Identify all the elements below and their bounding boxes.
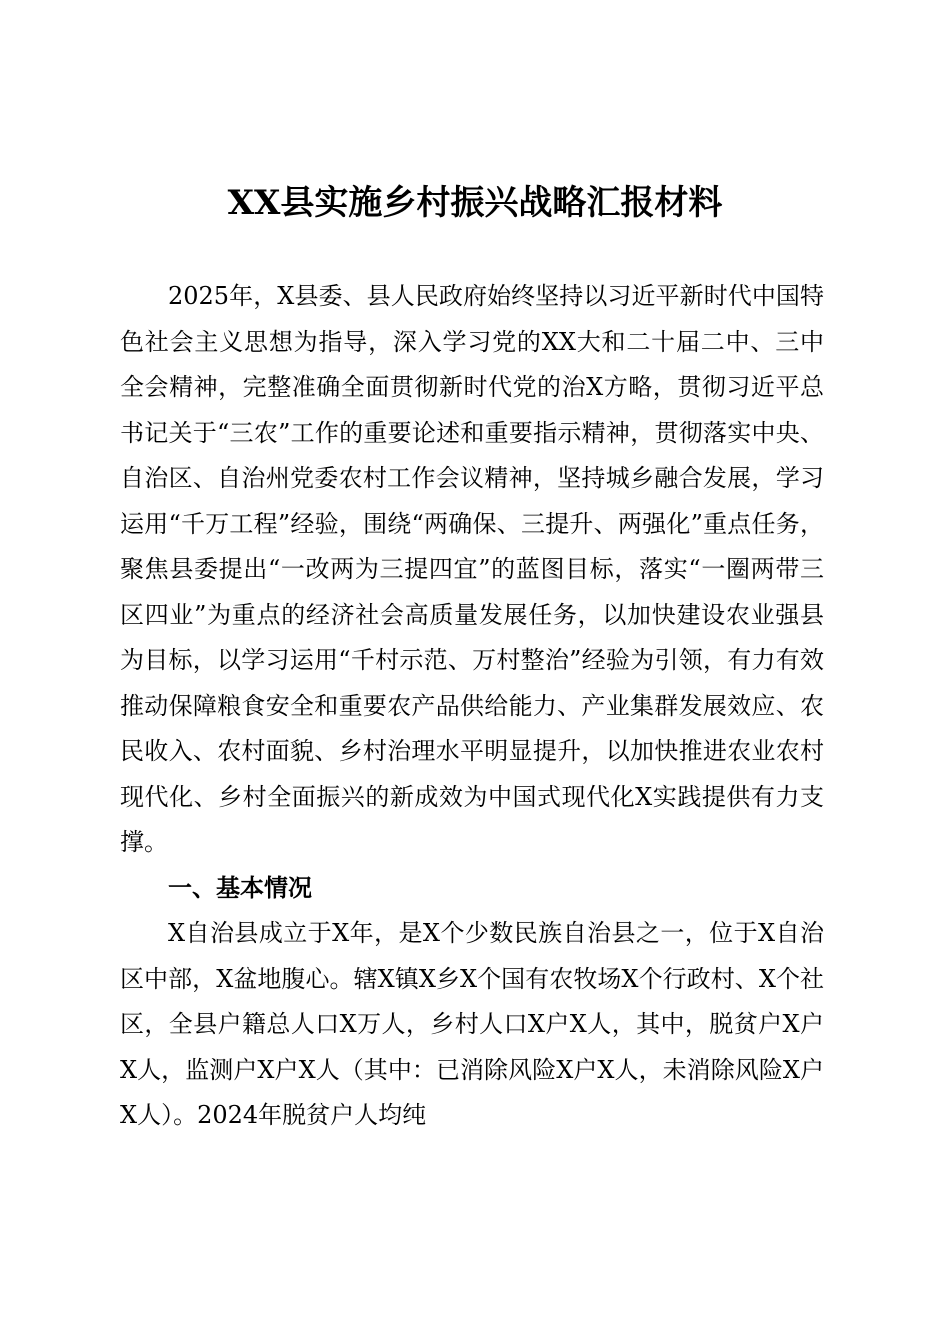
- document-body: [120, 274, 824, 1139]
- document-title: XX县实施乡村振兴战略汇报材料: [227, 183, 723, 223]
- intro-paragraph: 2025年，X县委、县人民政府始终坚持以习近平新时代中国特色社会主义思想为指导，深入学习党的XX大和二十届二中、三中全会精神，完整准确全面贯彻新时代党的治X方略，贯彻习近平总书记关于“三农”工作的重要论述和重要指示精神，贯彻落实中央、自治区、自治州党委农村工作会议精神，坚持城乡融合发展，学习运用“千万工程”经验，围绕“两确保、三提升、两强化”重点任务，聚焦县委提出“一改两为三提四宜”的蓝图目标，落实“一圈两带三区四业”为重点的经济社会高质量发展任务，以加快建设农业强县为目标，以学习运用“千村示范、万村整治”经验为引领，有力有效推动保障粮食安全和重要农产品供给能力、产业集群发展效应、农民收入、农村面貌、乡村治理水平明显提升，以加快推进农业农村现代化、乡村全面振兴的新成效为中国式现代化X实践提供有力支撑。: [120, 282, 824, 856]
- basic-info-paragraph: X自治县成立于X年，是X个少数民族自治县之一，位于X自治区中部，X盆地腹心。辖X镇X乡X个国有农牧场X个行政村、X个社区，全县户籍总人口X万人，乡村人口X户X人，其中，脱贫户X户X人，监测户X户X人（其中：已消除风险X户X人，未消除风险X户X人）。2024年脱贫户人均纯: [120, 919, 824, 1129]
- section-heading-basic-info: 一、基本情况: [168, 873, 312, 902]
